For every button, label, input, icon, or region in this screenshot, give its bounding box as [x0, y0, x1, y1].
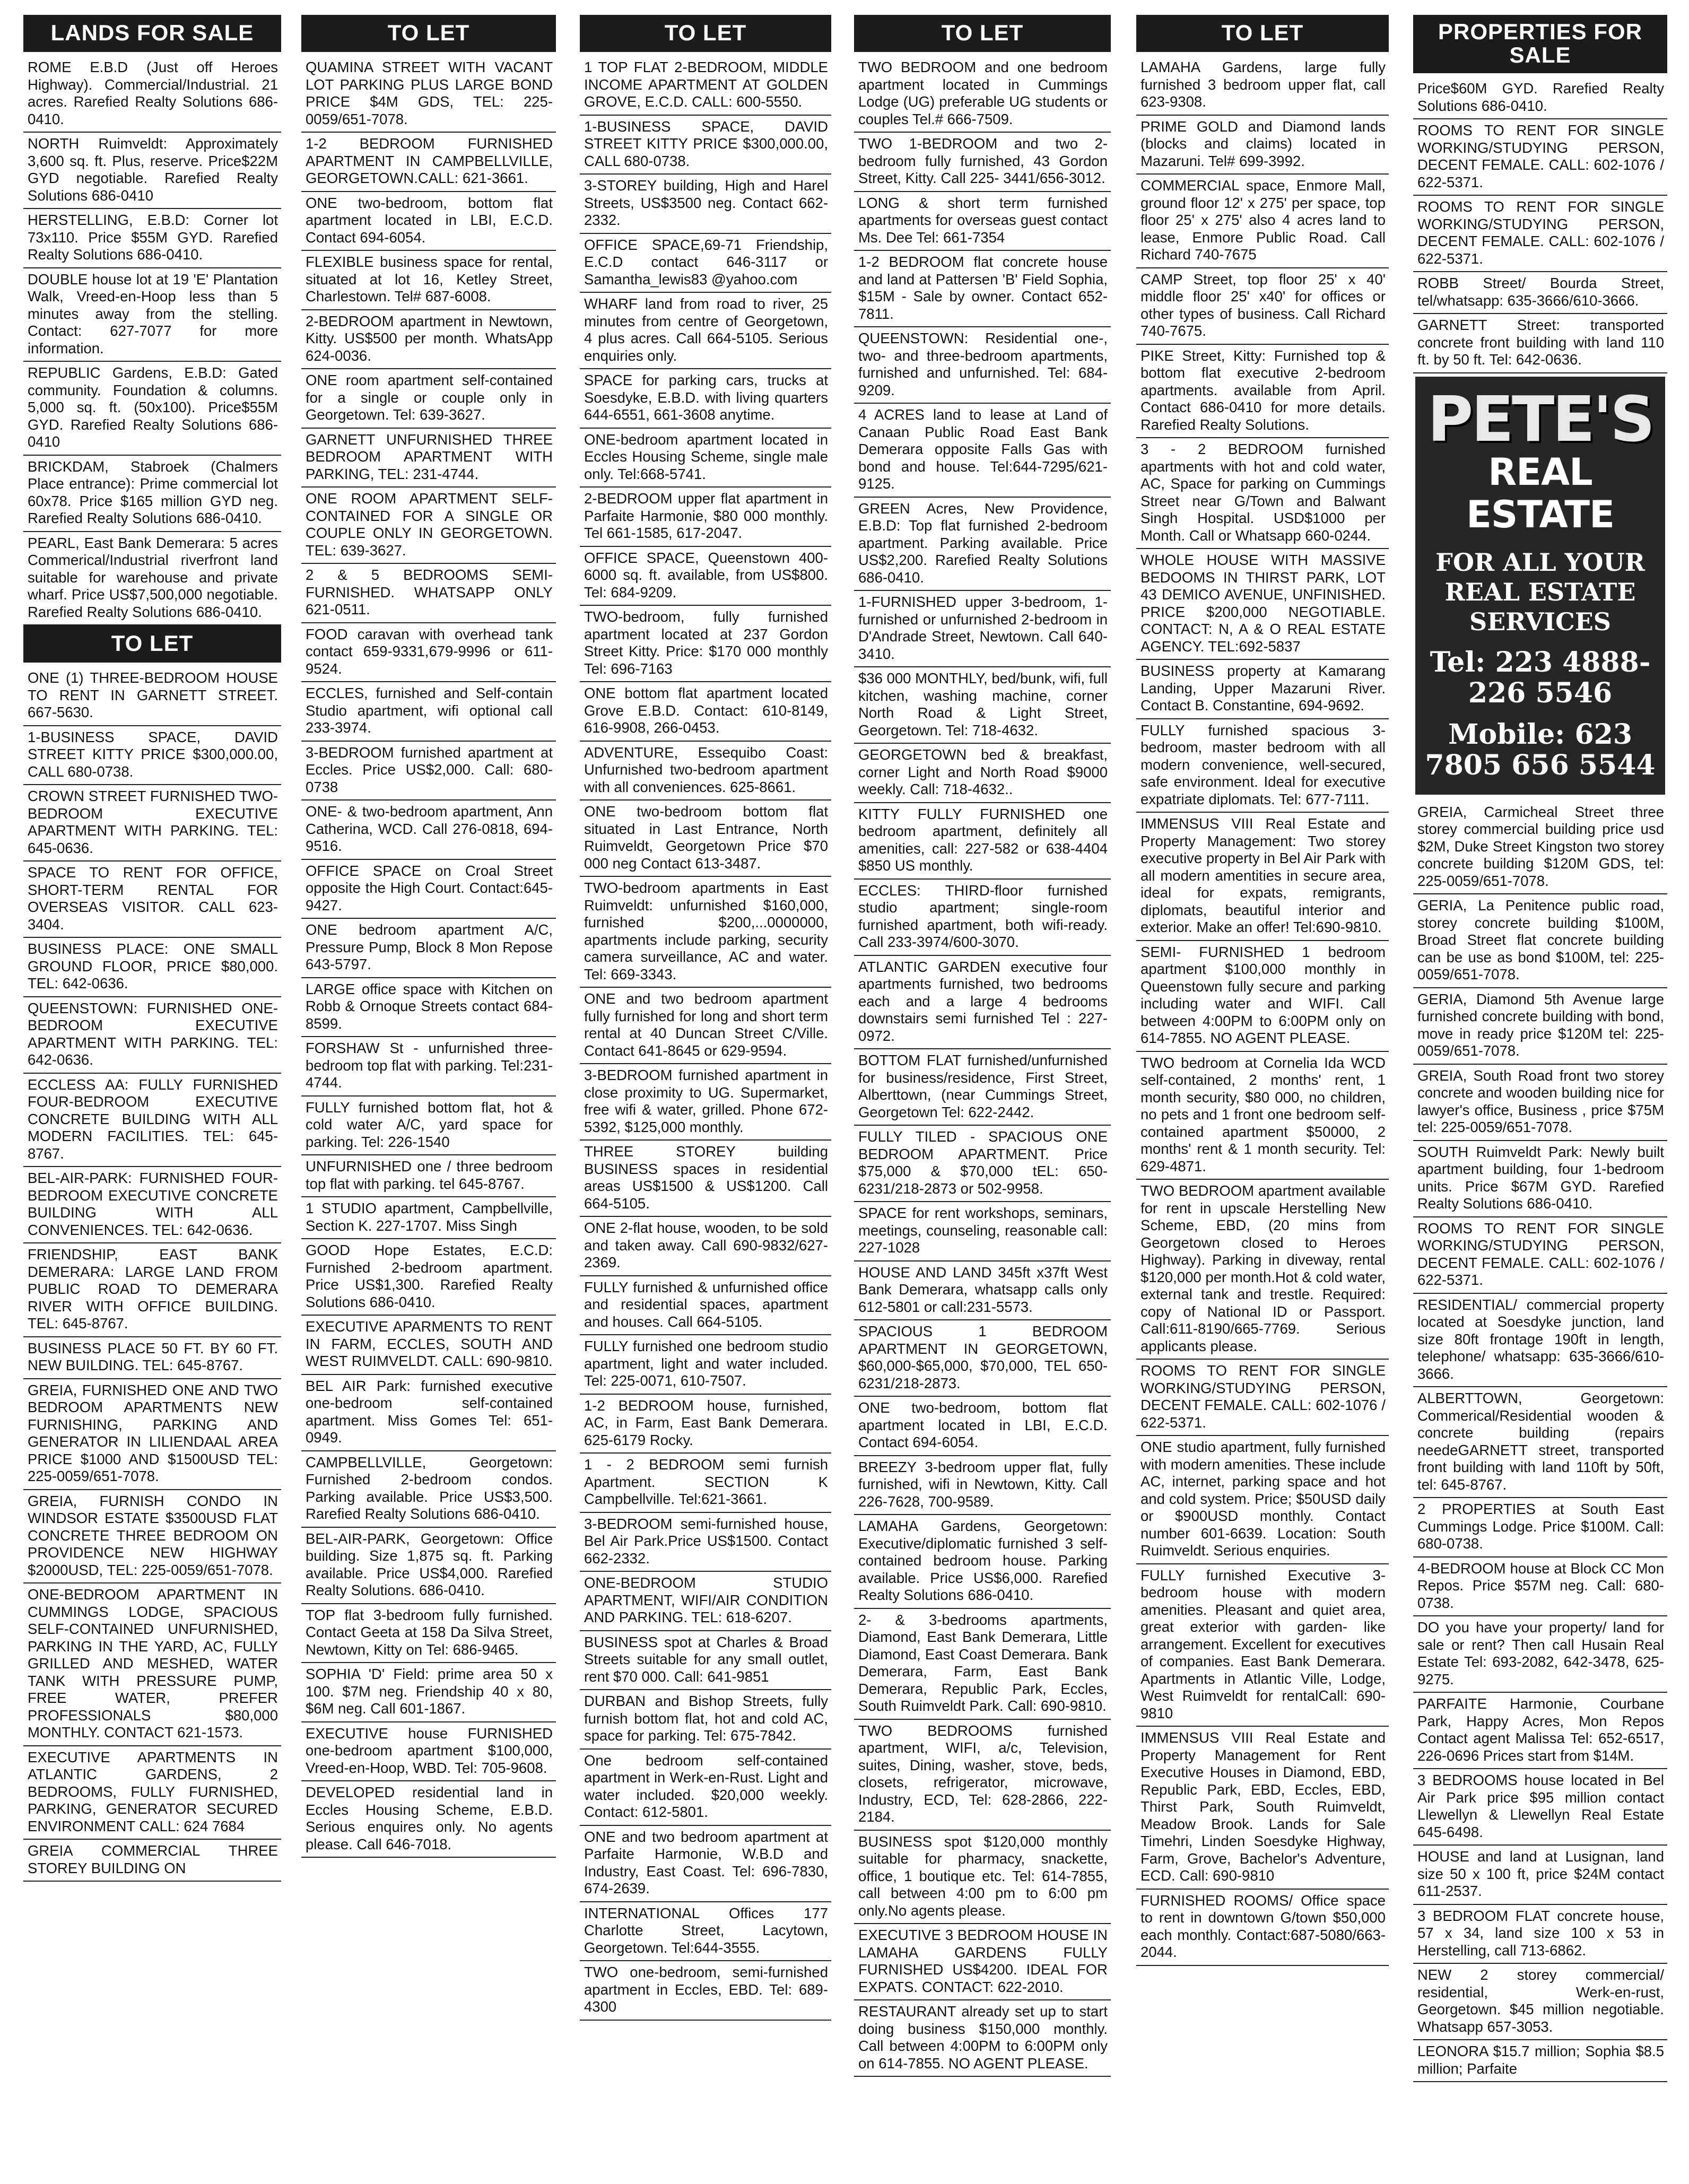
- classified-ad: TWO-bedroom apartments in East Ruimveldt: unfurnished $160,000, furnished $200,...0000000, apartments include parking, security camera surveillance, AC and water. Tel: 669-3343.: [580, 877, 831, 988]
- classified-ad: GREIA, FURNISH CONDO IN WINDSOR ESTATE $3500USD FLAT CONCRETE THREE BEDROOM ON PROVIDENCE NEW HIGHWAY $2000USD, TEL: 225-0059/651-7078.: [23, 1490, 281, 1584]
- classified-ad: PIKE Street, Kitty: Furnished top & bottom flat executive 2-bedroom apartments. available from April. Contact 686-0410 for more details. Rarefied Realty Solutions.: [1136, 345, 1389, 439]
- section-heading: TO LET: [854, 15, 1111, 52]
- classified-ad: EXECUTIVE APARMENTS TO RENT IN FARM, ECCLES, SOUTH AND WEST RUIMVELDT. CALL: 690-9810.: [301, 1316, 556, 1375]
- classified-ad: CAMP Street, top floor 25' x 40' middle floor 25' x40' for offices or other types of business. Call Richard 740-7675.: [1136, 268, 1389, 345]
- section-heading: TO LET: [301, 15, 556, 52]
- classified-ad: SEMI- FURNISHED 1 bedroom apartment $100,000 monthly in Queenstown fully secure and parking including water and WIFI. Call between 4:00PM to 6:00PM only on 614-7855. NO AGENT PLEASE.: [1136, 941, 1389, 1052]
- section-heading: TO LET: [1136, 15, 1389, 52]
- classified-ad: LARGE office space with Kitchen on Robb & Ornoque Streets contact 684-8599.: [301, 978, 556, 1038]
- classified-ad: HERSTELLING, E.B.D: Corner lot 73x110. Price $55M GYD. Rarefied Realty Solutions 686-0410.: [23, 209, 281, 268]
- classified-ad: PRIME GOLD and Diamond lands (blocks and claims) located in Mazaruni. Tel# 699-3992.: [1136, 116, 1389, 175]
- classified-ad: 2- & 3-bedrooms apartments, Diamond, East Bank Demerara, Little Diamond, East Coast Demerara. Bank Demerara, Farm, East Bank Demerara, Republic Park, Eccles, South Ruimveldt Park. Call: 690-9810.: [854, 1609, 1111, 1720]
- classified-ad: GEORGETOWN bed & breakfast, corner Light and North Road $9000 weekly. Call: 718-4632..: [854, 744, 1111, 803]
- classified-ad: GREIA, FURNISHED ONE AND TWO BEDROOM APARTMENTS NEW FURNISHING, PARKING AND GENERATOR IN LILIENDAAL AREA PRICE $1000 AND $1500USD TEL: 225-0059/651-7078.: [23, 1379, 281, 1490]
- classified-ad: 3-BEDROOM semi-furnished house, Bel Air Park.Price US$1500. Contact 662-2332.: [580, 1513, 831, 1572]
- classified-ad: EXECUTIVE APARTMENTS IN ATLANTIC GARDENS, 2 BEDROOMS, FULLY FURNISHED, PARKING, GENERATOR SECURED ENVIRONMENT CALL: 624 7684: [23, 1746, 281, 1840]
- classified-ad: FLEXIBLE business space for rental, situated at lot 16, Ketley Street, Charlestown. Tel# 687-6008.: [301, 251, 556, 310]
- classified-ad: TWO BEDROOM apartment available for rent in upscale Herstelling New Scheme, EBD, (20 mins from Georgetown closed to Heroes Highway). Parking in diveway, rental $120,000 per month.Hot & cold water, external tank and trestle. Required: copy of National ID or Passport. Call:611-8190/665-7769. Serious applicants please.: [1136, 1180, 1389, 1360]
- classified-ad: TWO-bedroom, fully furnished apartment located at 237 Gordon Street Kitty. Price: $170 000 monthly Tel: 696-7163: [580, 606, 831, 682]
- classified-ad: 1-2 BEDROOM flat concrete house and land at Pattersen 'B' Field Sophia, $15M - Sale by owner. Contact 652-7811.: [854, 251, 1111, 327]
- classified-ad: FULLY furnished one bedroom studio apartment, light and water included. Tel: 225-0071, 610-7507.: [580, 1335, 831, 1395]
- classified-ad: $36 000 MONTHLY, bed/bunk, wifi, full kitchen, washing machine, corner North Road & Light Street, Georgetown. Tel: 718-4632.: [854, 667, 1111, 744]
- section-heading: TO LET: [580, 15, 831, 52]
- classified-ad: ATLANTIC GARDEN executive four apartments furnished, two bedrooms each and a large 4 bedrooms downstairs semi furnished Tel : 227-0972.: [854, 956, 1111, 1050]
- classified-ad: PEARL, East Bank Demerara: 5 acres Commerical/Industrial riverfront land suitable for warehouse and private wharf. Price US$7,500,000 negotiable. Rarefied Realty Solutions 686-0410.: [23, 532, 281, 626]
- classified-ad: ROME E.B.D (Just off Heroes Highway). Commercial/Industrial. 21 acres. Rarefied Realty Solutions 686-0410.: [23, 56, 281, 133]
- logo-subtitle: REAL ESTATE: [1466, 450, 1614, 536]
- classified-ad: ONE bottom flat apartment located Grove E.B.D. Contact: 610-8149, 616-9908, 266-0453.: [580, 682, 831, 742]
- classified-ad: 1 TOP FLAT 2-BEDROOM, MIDDLE INCOME APARTMENT AT GOLDEN GROVE, E.C.D. CALL: 600-5550.: [580, 56, 831, 116]
- classified-ad: COMMERCIAL space, Enmore Mall, ground floor 12' x 275' per space, top floor 25' x 275' also 4 acres land to lease, Enmore Public Road. Call Richard 740-7675: [1136, 175, 1389, 268]
- classified-ad: DOUBLE house lot at 19 'E' Plantation Walk, Vreed-en-Hoop less than 5 minutes away from the stelling. Contact: 627-7077 for more information.: [23, 268, 281, 362]
- classified-ad: INTERNATIONAL Offices 177 Charlotte Street, Lacytown, Georgetown. Tel:644-3555.: [580, 1902, 831, 1962]
- classified-ad: 3 - 2 BEDROOM furnished apartments with hot and cold water, AC, Space for parking on Cummings Street near G/Town and Balwant Singh Hospital. USD$1000 per Month. Call or Whatsapp 660-0244.: [1136, 438, 1389, 549]
- column-1: [23, 15, 281, 2182]
- classified-ad: TWO 1-BEDROOM and two 2-bedroom fully furnished, 43 Gordon Street, Kitty. Call 225- 3441/656-3012.: [854, 133, 1111, 192]
- classified-ad: GERIA, La Penitence public road, storey concrete building $100M, Broad Street flat concrete building can be use as bond $100M, tel: 225-0059/651-7078.: [1413, 894, 1667, 988]
- column-6: [1413, 15, 1667, 2182]
- classified-ad: ONE ROOM APARTMENT SELF-CONTAINED FOR A SINGLE OR COUPLE ONLY IN GEORGETOWN. TEL: 639-3627.: [301, 488, 556, 564]
- classified-ad: ONE-BEDROOM STUDIO APARTMENT, WIFI/AIR CONDITION AND PARKING. TEL: 618-6207.: [580, 1572, 831, 1631]
- classified-ad: DO you have your property/ land for sale or rent? Then call Husain Real Estate Tel: 693-2082, 642-3478, 625-9275.: [1413, 1616, 1667, 1693]
- classified-ad: BUSINESS spot $120,000 monthly suitable for pharmacy, snackette, office, 1 boutique etc. Tel: 614-7855, call between 4:00 pm to 6:00 pm only.No agents please.: [854, 1831, 1111, 1925]
- classified-ad: REPUBLIC Gardens, E.B.D: Gated community. Foundation & columns. 5,000 sq. ft. (50x100). Price$55M GYD. Rarefied Realty Solutions 686-0410: [23, 362, 281, 456]
- petes-real-estate-logo: [1415, 377, 1665, 795]
- classified-ad: ONE (1) THREE-BEDROOM HOUSE TO RENT IN GARNETT STREET. 667-5630.: [23, 667, 281, 726]
- classified-ad: BUSINESS spot at Charles & Broad Streets suitable for any small outlet, rent $70 000. Call: 641-9851: [580, 1631, 831, 1691]
- classified-ad: IMMENSUS VIII Real Estate and Property Management for Rent Executive Houses in Diamond, EBD, Republic Park, EBD, Eccles, EBD, Thirst Park, South Ruimveldt, Meadow Brook. Lands for Sale Timehri, Linden Soesdyke Highway, Farm, Grove, Bachelor's Adventure, ECD. Call: 690-9810: [1136, 1727, 1389, 1890]
- classified-ad: NEW 2 storey commercial/ residential, Werk-en-rust, Georgetown. $45 million negotiable. Whatsapp 657-3053.: [1413, 1964, 1667, 2040]
- classified-ad: GREEN Acres, New Providence, E.B.D: Top flat furnished 2-bedroom apartment. Parking available. Price US$2,200. Rarefied Realty Solutions 686-0410.: [854, 498, 1111, 591]
- classified-ad: ROOMS TO RENT FOR SINGLE WORKING/STUDYING PERSON, DECENT FEMALE. CALL: 602-1076 / 622-5371.: [1413, 119, 1667, 196]
- classified-ad: ONE bedroom apartment A/C, Pressure Pump, Block 8 Mon Repose 643-5797.: [301, 919, 556, 978]
- classified-ad: TWO bedroom at Cornelia Ida WCD self-contained, 2 months' rent, 1 month security, $80 000, no children, no pets and 1 front one bedroom self-contained apartment $50000, 2 months' rent & 1 month security. Tel: 629-4871.: [1136, 1052, 1389, 1180]
- logo-name: PETE'S: [1427, 382, 1653, 456]
- classified-ad: LEONORA $15.7 million; Sophia $8.5 million; Parfaite: [1413, 2040, 1667, 2082]
- classified-ad: 2 PROPERTIES at South East Cummings Lodge. Price $100M. Call: 680-0738.: [1413, 1498, 1667, 1557]
- classified-ad: FULLY furnished bottom flat, hot & cold water A/C, yard space for parking. Tel: 226-1540: [301, 1097, 556, 1156]
- classified-ad: BEL-AIR-PARK: FURNISHED FOUR-BEDROOM EXECUTIVE CONCRETE BUILDING WITH ALL CONVENIENCES. TEL: 642-0636.: [23, 1167, 281, 1243]
- classified-ad: BEL-AIR-PARK, Georgetown: Office building. Size 1,875 sq. ft. Parking available. Price US$4,000. Rarefied Realty Solutions. 686-0410.: [301, 1528, 556, 1604]
- classified-ad: TWO BEDROOM and one bedroom apartment located in Cummings Lodge (UG) preferable UG students or couples Tel.# 666-7509.: [854, 56, 1111, 133]
- classified-ad: IMMENSUS VIII Real Estate and Property Management: Two storey executive property in Bel Air Park with all modern amentities in secure area, ideal for expats, remigrants, diplomats, beautiful interior and exterior. Make an offer! Tel:690-9810.: [1136, 813, 1389, 941]
- classified-ad: 1 - 2 BEDROOM semi furnish Apartment. SECTION K Campbellville. Tel:621-3661.: [580, 1454, 831, 1513]
- classified-ad: 3 BEDROOM FLAT concrete house, 57 x 34, land size 100 x 53 in Herstelling, call 713-6862.: [1413, 1905, 1667, 1964]
- classified-ad: ONE two-bedroom, bottom flat apartment located in LBI, E.C.D. Contact 694-6054.: [301, 192, 556, 251]
- classified-ad: 3-BEDROOM furnished apartment in close proximity to UG. Supermarket, free wifi & water, grilled. Phone 672-5392, $125,000 monthly.: [580, 1064, 831, 1141]
- classified-ad: 1-2 BEDROOM FURNISHED APARTMENT IN CAMPBELLVILLE, GEORGETOWN.CALL: 621-3661.: [301, 133, 556, 192]
- classified-ad: FULLY furnished spacious 3-bedroom, master bedroom with all modern convenience, well-secured, safe environment. Ideal for executive expatriate diplomats. Tel: 677-7111.: [1136, 719, 1389, 813]
- classified-ad: ROOMS TO RENT FOR SINGLE WORKING/STUDYING PERSON, DECENT FEMALE. CALL: 602-1076 / 622-5371.: [1413, 1217, 1667, 1294]
- classified-ad: SPACE for rent workshops, seminars, meetings, counseling, reasonable call: 227-1028: [854, 1202, 1111, 1261]
- classified-ad: ONE two-bedroom, bottom flat apartment located in LBI, E.C.D. Contact 694-6054.: [854, 1397, 1111, 1456]
- classified-ad: NORTH Ruimveldt: Approximately 3,600 sq. ft. Plus, reserve. Price$22M GYD negotiable. Rarefied Realty Solutions 686-0410: [23, 133, 281, 209]
- classified-ad: FULLY furnished Executive 3-bedroom house with modern amenities. Pleasant and quiet area, great exterior with garden- like arrangement. Excellent for executives of companies. East Bank Demerara. Apartments in Atlantic Ville, Lodge, West Ruimveldt for rentalCall: 690-9810: [1136, 1564, 1389, 1727]
- classified-ad: GARNETT Street: transported concrete front building with land 110 ft. by 50 ft. Tel: 642-0636.: [1413, 314, 1667, 373]
- classified-ad: 4-BEDROOM house at Block CC Mon Repos. Price $57M neg. Call: 680-0738.: [1413, 1557, 1667, 1617]
- classified-ad: ECCLESS AA: FULLY FURNISHED FOUR-BEDROOM EXECUTIVE CONCRETE BUILDING WITH ALL MODERN FACILITIES. TEL: 645-8767.: [23, 1074, 281, 1168]
- classified-ad: FRIENDSHIP, EAST BANK DEMERARA: LARGE LAND FROM PUBLIC ROAD TO DEMERARA RIVER WITH OFFICE BUILDING. TEL: 645-8767.: [23, 1243, 281, 1337]
- classified-ad: ALBERTTOWN, Georgetown: Commerical/Residential wooden & concrete building (repairs needeGARNETT street, transported front building with land 110ft by 50ft, tel: 645-8767.: [1413, 1387, 1667, 1498]
- classified-ad: BEL AIR Park: furnished executive one-bedroom self-contained apartment. Miss Gomes Tel: 651-0949.: [301, 1375, 556, 1451]
- classified-ad: 2-BEDROOM apartment in Newtown, Kitty. US$500 per month. WhatsApp 624-0036.: [301, 310, 556, 370]
- classified-ad: EXECUTIVE house FURNISHED one-bedroom apartment $100,000, Vreed-en-Hoop, WBD. Tel: 705-9608.: [301, 1722, 556, 1782]
- classified-ad: QUAMINA STREET WITH VACANT LOT PARKING PLUS LARGE BOND PRICE $4M GDS, TEL: 225-0059/651-7078.: [301, 56, 556, 133]
- classified-ad: SPACE for parking cars, trucks at Soesdyke, E.B.D. with living quarters 644-6551, 661-3608 anytime.: [580, 369, 831, 429]
- classified-ad: WHARF land from road to river, 25 minutes from centre of Georgetown, 4 plus acres. Call 664-5105. Serious enquiries only.: [580, 293, 831, 369]
- classified-ad: UNFURNISHED one / three bedroom top flat with parking. tel 645-8767.: [301, 1155, 556, 1197]
- classified-ad: BOTTOM FLAT furnished/unfurnished for business/residence, First Street, Alberttown, (near Cummings Street, Georgetown Tel: 622-2442.: [854, 1049, 1111, 1126]
- classified-ad: BRICKDAM, Stabroek (Chalmers Place entrance): Prime commercial lot 60x78. Price $165 million GYD neg. Rarefied Realty Solutions 686-0410.: [23, 456, 281, 532]
- classified-ad: 1-BUSINESS SPACE, DAVID STREET KITTY PRICE $300,000.00, CALL 680-0738.: [580, 116, 831, 175]
- classified-ad: ONE-BEDROOM APARTMENT IN CUMMINGS LODGE, SPACIOUS SELF-CONTAINED UNFURNISHED, PARKING IN THE YARD, AC, FULLY GRILLED AND MESHED, WATER TANK WITH PRESSURE PUMP, FREE WATER, PREFER PROFESSIONALS $80,000 MONTHLY. CONTACT 621-1573.: [23, 1583, 281, 1746]
- section-heading: TO LET: [23, 625, 281, 663]
- classified-ad: QUEENSTOWN: FURNISHED ONE-BEDROOM EXECUTIVE APARTMENT WITH PARKING. TEL: 642-0636.: [23, 997, 281, 1074]
- classified-ad: SOPHIA 'D' Field: prime area 50 x 100. $7M neg. Friendship 40 x 80, $6M neg. Call 601-1867.: [301, 1663, 556, 1722]
- classified-ad: FULLY TILED - SPACIOUS ONE BEDROOM APARTMENT. Price $75,000 & $70,000 tEL: 650-6231/218-2873 or 502-9958.: [854, 1126, 1111, 1202]
- classified-ad: FULLY furnished & unfurnished office and residential spaces, apartment and houses. Call 664-5105.: [580, 1276, 831, 1336]
- classified-ad: BUSINESS property at Kamarang Landing, Upper Mazaruni River. Contact B. Constantine, 694-9692.: [1136, 660, 1389, 719]
- classified-ad: Price$60M GYD. Rarefied Realty Solutions 686-0410.: [1413, 77, 1667, 119]
- classified-ad: OFFICE SPACE,69-71 Friendship, E.C.D contact 646-3117 or Samantha_lewis83 @yahoo.com: [580, 234, 831, 293]
- classified-ad: GREIA, South Road front two storey concrete and wooden building nice for lawyer's office, Business , price $75M tel: 225-0059/651-7078.: [1413, 1065, 1667, 1141]
- classified-ad: 1-BUSINESS SPACE, DAVID STREET KITTY PRICE $300,000.00, CALL 680-0738.: [23, 726, 281, 786]
- classified-ad: ONE room apartment self-contained for a single or couple only in Georgetown. Tel: 639-3627.: [301, 369, 556, 429]
- classified-ad: PARFAITE Harmonie, Courbane Park, Happy Acres, Mon Repos Contact agent Malissa Tel: 652-6517, 226-0696 Prices start from $14M.: [1413, 1693, 1667, 1769]
- classified-ad: EXECUTIVE 3 BEDROOM HOUSE IN LAMAHA GARDENS FULLY FURNISHED US$4200. IDEAL FOR EXPATS. CONTACT: 622-2010.: [854, 1924, 1111, 2000]
- classified-ad: 1-2 BEDROOM house, furnished, AC, in Farm, East Bank Demerara. 625-6179 Rocky.: [580, 1395, 831, 1454]
- classified-ad: HOUSE AND LAND 345ft x37ft West Bank Demerara, whatsapp calls only 612-5801 or call:231-5573.: [854, 1261, 1111, 1321]
- classified-ad: ONE- & two-bedroom apartment, Ann Catherina, WCD. Call 276-0818, 694-9516.: [301, 800, 556, 860]
- column-4: [854, 15, 1111, 2182]
- classified-ad: TOP flat 3-bedroom fully furnished. Contact Geeta at 158 Da Silva Street, Newtown, Kitty on Tel: 686-9465.: [301, 1604, 556, 1664]
- classified-ad: GREIA COMMERCIAL THREE STOREY BUILDING ON: [23, 1840, 281, 1882]
- classified-ad: 1-FURNISHED upper 3-bedroom, 1-furnished or unfurnished 2-bedroom in D'Andrade Street, Newtown. Call 640-3410.: [854, 591, 1111, 667]
- classified-ad: 2 & 5 BEDROOMS SEMI-FURNISHED. WHATSAPP ONLY 621-0511.: [301, 564, 556, 623]
- classified-ad: ADVENTURE, Essequibo Coast: Unfurnished two-bedroom apartment with all conveniences. 625-8661.: [580, 742, 831, 801]
- classified-ad: QUEENSTOWN: Residential one-, two- and three-bedroom apartments, furnished and unfurnished. Tel: 684-9209.: [854, 327, 1111, 404]
- classified-ad: CAMPBELLVILLE, Georgetown: Furnished 2-bedroom condos. Parking available. Price US$3,500. Rarefied Realty Solutions 686-0410.: [301, 1451, 556, 1528]
- classified-ad: TWO BEDROOMS furnished apartment, WIFI, a/c, Television, suites, Dining, washer, stove, beds, closets, refrigerator, microwave, Industry, ECD, Tel: 628-2866, 222-2184.: [854, 1720, 1111, 1831]
- classified-ad: THREE STOREY building BUSINESS spaces in residential areas US$1500 & US$1200. Call 664-5105.: [580, 1141, 831, 1217]
- classified-ad: ECCLES, furnished and Self-contain Studio apartment, wifi optional call 233-3974.: [301, 682, 556, 742]
- classified-ad: 3-BEDROOM furnished apartment at Eccles. Price US$2,000. Call: 680-0738: [301, 742, 556, 801]
- classified-ad: ONE 2-flat house, wooden, to be sold and taken away. Call 690-9832/627-2369.: [580, 1217, 831, 1276]
- column-3: [580, 15, 831, 2182]
- classified-ad: FURNISHED ROOMS/ Office space to rent in downtown G/town $50,000 each monthly. Contact:687-5080/663-2044.: [1136, 1890, 1389, 1966]
- classified-ad: LONG & short term furnished apartments for overseas guest contact Ms. Dee Tel: 661-7354: [854, 192, 1111, 251]
- column-2: [301, 15, 556, 2182]
- classified-ad: RESIDENTIAL/ commercial property located at Soesdyke junction, land size 80ft frontage 190ft in length, telephone/ whatsapp: 635-3666/610-3666.: [1413, 1294, 1667, 1388]
- section-heading: LANDS FOR SALE: [23, 15, 281, 52]
- classified-ad: CROWN STREET FURNISHED TWO-BEDROOM EXECUTIVE APARTMENT WITH PARKING. TEL: 645-0636.: [23, 785, 281, 862]
- classified-ad: ONE studio apartment, fully furnished with modern amenities. These include AC, internet, parking space and hot and cold system. Price; $50USD daily or $900USD monthly. Contact number 601-6639. Location: South Ruimveldt. Serious enquiries.: [1136, 1436, 1389, 1564]
- classified-ad: ROOMS TO RENT FOR SINGLE WORKING/STUDYING PERSON, DECENT FEMALE. CALL: 602-1076 / 622-5371.: [1136, 1360, 1389, 1436]
- classified-ad: GERIA, Diamond 5th Avenue large furnished concrete building with bond, move in ready price $120M tel: 225-0059/651-7078.: [1413, 988, 1667, 1065]
- classified-ad: SPACIOUS 1 BEDROOM APARTMENT IN GEORGETOWN, $60,000-$65,000, $70,000, TEL 650-6231/218-2873.: [854, 1320, 1111, 1397]
- classified-ad: 2-BEDROOM upper flat apartment in Parfaite Harmonie, $80 000 monthly. Tel 661-1585, 617-2047.: [580, 488, 831, 547]
- classified-ad: BUSINESS PLACE: ONE SMALL GROUND FLOOR, PRICE $80,000. TEL: 642-0636.: [23, 938, 281, 997]
- classified-ad: FOOD caravan with overhead tank contact 659-9331,679-9996 or 611-9524.: [301, 623, 556, 683]
- logo-mobile: Mobile: 623 7805 656 5544: [1425, 718, 1656, 781]
- classified-ad: LAMAHA Gardens, Georgetown: Executive/diplomatic furnished 3 self-contained bedroom house. Parking available. Price US$6,000. Rarefied Realty Solutions 686-0410.: [854, 1515, 1111, 1609]
- classified-ad: GREIA, Carmicheal Street three storey commercial building price usd $2M, Duke Street Kingston two storey concrete building $120M GDS, tel: 225-0059/651-7078.: [1413, 801, 1667, 895]
- classified-ad: ROBB Street/ Bourda Street, tel/whatsapp: 635-3666/610-3666.: [1413, 272, 1667, 314]
- classified-ad: 3 BEDROOMS house located in Bel Air Park price $95 million contact Llewellyn & Llewellyn Real Estate 645-6498.: [1413, 1769, 1667, 1846]
- classified-ad: ROOMS TO RENT FOR SINGLE WORKING/STUDYING PERSON, DECENT FEMALE. CALL: 602-1076 / 622-5371.: [1413, 196, 1667, 272]
- classified-ad: DEVELOPED residential land in Eccles Housing Scheme, E.B.D. Serious enquires only. No agents please. Call 646-7018.: [301, 1781, 556, 1858]
- classified-ad: BUSINESS PLACE 50 FT. BY 60 FT. NEW BUILDING. TEL: 645-8767.: [23, 1337, 281, 1379]
- classified-ad: GOOD Hope Estates, E.C.D: Furnished 2-bedroom apartment. Price US$1,300. Rarefied Realty Solutions 686-0410.: [301, 1239, 556, 1316]
- classified-ad: ONE and two bedroom apartment fully furnished for long and short term rental at 40 Duncan Street C/Ville. Contact 641-8645 or 629-9594.: [580, 988, 831, 1064]
- classified-ad: SOUTH Ruimveldt Park: Newly built apartment building, four 1-bedroom units. Price $67M GYD. Rarefied Realty Solutions 686-0410.: [1413, 1141, 1667, 1217]
- classified-ad: RESTAURANT already set up to start doing business $150,000 monthly. Call between 4:00PM to 6:00PM only on 614-7855. NO AGENT PLEASE.: [854, 2000, 1111, 2077]
- logo-tel: Tel: 223 4888- 226 5546: [1430, 646, 1651, 709]
- classified-ad: ECCLES: THIRD-floor furnished studio apartment; single-room furnished apartment, both wifi-ready. Call 233-3974/600-3070.: [854, 880, 1111, 956]
- classified-ad: ONE and two bedroom apartment at Parfaite Harmonie, W.B.D and Industry, East Coast. Tel: 696-7830, 674-2639.: [580, 1826, 831, 1902]
- classified-ad: DURBAN and Bishop Streets, fully furnish bottom flat, hot and cold AC, space for parking. Tel: 675-7842.: [580, 1690, 831, 1750]
- classified-ad: One bedroom self-contained apartment in Werk-en-Rust. Light and water included. $20,000 weekly. Contact: 612-5801.: [580, 1750, 831, 1826]
- classified-ad: ONE two-bedroom bottom flat situated in Last Entrance, North Ruimveldt, Georgetown Price $70 000 neg Contact 613-3487.: [580, 800, 831, 877]
- classified-ad: 1 STUDIO apartment, Campbellville, Section K. 227-1707. Miss Singh: [301, 1197, 556, 1239]
- classified-ad: HOUSE and land at Lusignan, land size 50 x 100 ft, price $24M contact 611-2537.: [1413, 1846, 1667, 1905]
- classified-ad: GARNETT UNFURNISHED THREE BEDROOM APARTMENT WITH PARKING, TEL: 231-4744.: [301, 429, 556, 488]
- classified-ad: LAMAHA Gardens, large fully furnished 3 bedroom upper flat, call 623-9308.: [1136, 56, 1389, 116]
- classified-ad: FORSHAW St - unfurnished three-bedroom top flat with parking. Tel:231-4744.: [301, 1037, 556, 1097]
- classified-ad: WHOLE HOUSE WITH MASSIVE BEDOOMS IN THIRST PARK, LOT 43 DEMICO AVENUE, UNFINISHED. PRICE $200,000 NEGOTIABLE. CONTACT: N, A & O REAL ESTATE AGENCY. TEL:692-5837: [1136, 549, 1389, 660]
- classified-ad: OFFICE SPACE on Croal Street opposite the High Court. Contact:645-9427.: [301, 860, 556, 919]
- classified-ad: TWO one-bedroom, semi-furnished apartment in Eccles, EBD. Tel: 689-4300: [580, 1961, 831, 2021]
- classified-ad: KITTY FULLY FURNISHED one bedroom apartment, definitely all amenities, call: 227-582 or 638-4404 $850 US monthly.: [854, 803, 1111, 880]
- classified-ad: 4 ACRES land to lease at Land of Canaan Public Road East Bank Demerara opposite Falls Gas with bond and house. Tel:644-7295/621-9125.: [854, 404, 1111, 498]
- classified-ad: ONE-bedroom apartment located in Eccles Housing Scheme, single male only. Tel:668-5741.: [580, 429, 831, 488]
- classified-ad: 3-STOREY building, High and Harel Streets, US$3500 neg. Contact 662-2332.: [580, 175, 831, 234]
- section-heading: PROPERTIES FOR SALE: [1413, 15, 1667, 73]
- logo-tagline: FOR ALL YOUR REAL ESTATE SERVICES: [1435, 547, 1645, 636]
- column-5: [1136, 15, 1389, 2182]
- classified-ad: SPACE TO RENT FOR OFFICE, SHORT-TERM RENTAL FOR OVERSEAS VISITOR. CALL 623-3404.: [23, 862, 281, 938]
- classified-ad: OFFICE SPACE, Queenstown 400-6000 sq. ft. available, from US$800. Tel: 684-9209.: [580, 547, 831, 606]
- classified-ad: BREEZY 3-bedroom upper flat, fully furnished, wifi in Newtown, Kitty. Call 226-7628, 700-9589.: [854, 1456, 1111, 1516]
